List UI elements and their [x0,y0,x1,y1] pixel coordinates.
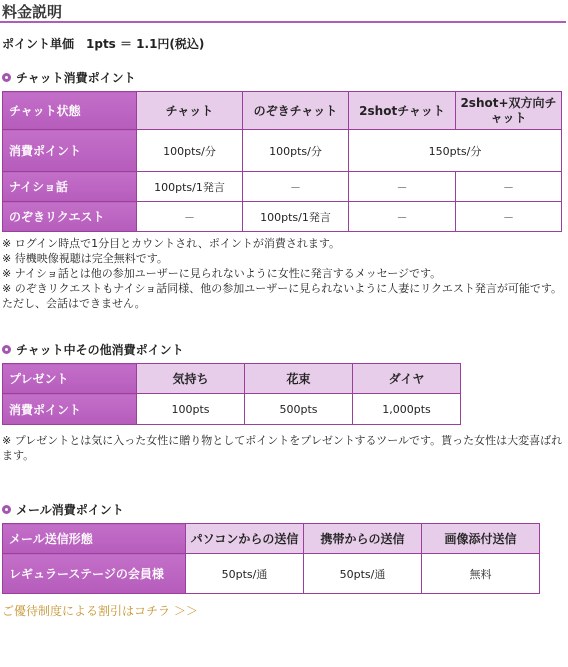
mail-cell: 50pts/通 [186,554,304,594]
page-title: 料金説明 [0,0,566,23]
present-section-heading [2,341,568,358]
present-heading-text: チャット中その他消費ポイント [16,343,184,357]
chat-notes [2,236,568,311]
mail-corner: メール送信形態 [3,524,186,554]
present-col-header: 気持ち [137,364,245,394]
present-points-table [2,363,461,425]
chat-note: ※ ナイショ話とは他の参加ユーザーに見られないように女性に発言するメッセージです。 [2,267,442,280]
mail-col-header: 画像添付送信 [422,524,540,554]
present-cell: 500pts [245,394,353,425]
chat-note: ※ ログイン時点で1分目とカウントされ、ポイントが消費されます。 [2,237,340,250]
chat-cell: 100pts/1発言 [243,202,349,232]
mail-row-label: レギュラーステージの会員様 [3,554,186,594]
chat-cell: － [456,172,562,202]
discount-link[interactable]: ご優待制度による割引はコチラ ＞＞ [2,604,198,618]
mail-col-header: 携帯からの送信 [304,524,422,554]
bullet-icon [2,73,11,82]
chat-cell: 100pts/分 [243,130,349,172]
chat-row-label: 消費ポイント [3,130,137,172]
chat-col-header: チャット [137,92,243,130]
chat-col-header: 2shotチャット [349,92,456,130]
unit-price: ポイント単価 1pts ＝ 1.1円(税込) [2,37,205,51]
bullet-icon [2,345,11,354]
chat-cell: 100pts/1発言 [137,172,243,202]
present-row-label: 消費ポイント [3,394,137,425]
chat-col-header: 2shot+双方向チャット [456,92,562,130]
chat-row-label: ナイショ話 [3,172,137,202]
present-col-header: ダイヤ [353,364,461,394]
mail-col-header: パソコンからの送信 [186,524,304,554]
mail-cell: 50pts/通 [304,554,422,594]
mail-points-table [2,523,540,594]
chat-cell: － [243,172,349,202]
chat-cell: － [349,172,456,202]
present-cell: 1,000pts [353,394,461,425]
chat-cell: － [137,202,243,232]
chat-cell: － [456,202,562,232]
chat-cell: － [349,202,456,232]
present-note: ※ プレゼントとは気に入った女性に贈り物としてポイントをプレゼントするツールです。貰った女性は大変喜ばれます。 [2,434,563,462]
chat-col-header: のぞきチャット [243,92,349,130]
mail-heading-text: メール消費ポイント [16,503,124,517]
mail-section-heading [2,501,568,518]
chat-heading-text: チャット消費ポイント [16,71,136,85]
present-cell: 100pts [137,394,245,425]
bullet-icon [2,505,11,514]
chat-row-label: のぞきリクエスト [3,202,137,232]
chat-cell: 150pts/分 [349,130,562,172]
chat-note: ※ 待機映像視聴は完全無料です。 [2,252,168,265]
chat-note: ※ のぞきリクエストもナイショ話同様、他の参加ユーザーに見られないように人妻にリクエスト発言が可能です。ただし、会話はできません。 [2,282,562,310]
chat-points-table [2,91,562,232]
present-corner: プレゼント [3,364,137,394]
chat-section-heading [2,69,568,86]
present-col-header: 花束 [245,364,353,394]
mail-cell: 無料 [422,554,540,594]
chat-corner: チャット状態 [3,92,137,130]
chat-cell: 100pts/分 [137,130,243,172]
